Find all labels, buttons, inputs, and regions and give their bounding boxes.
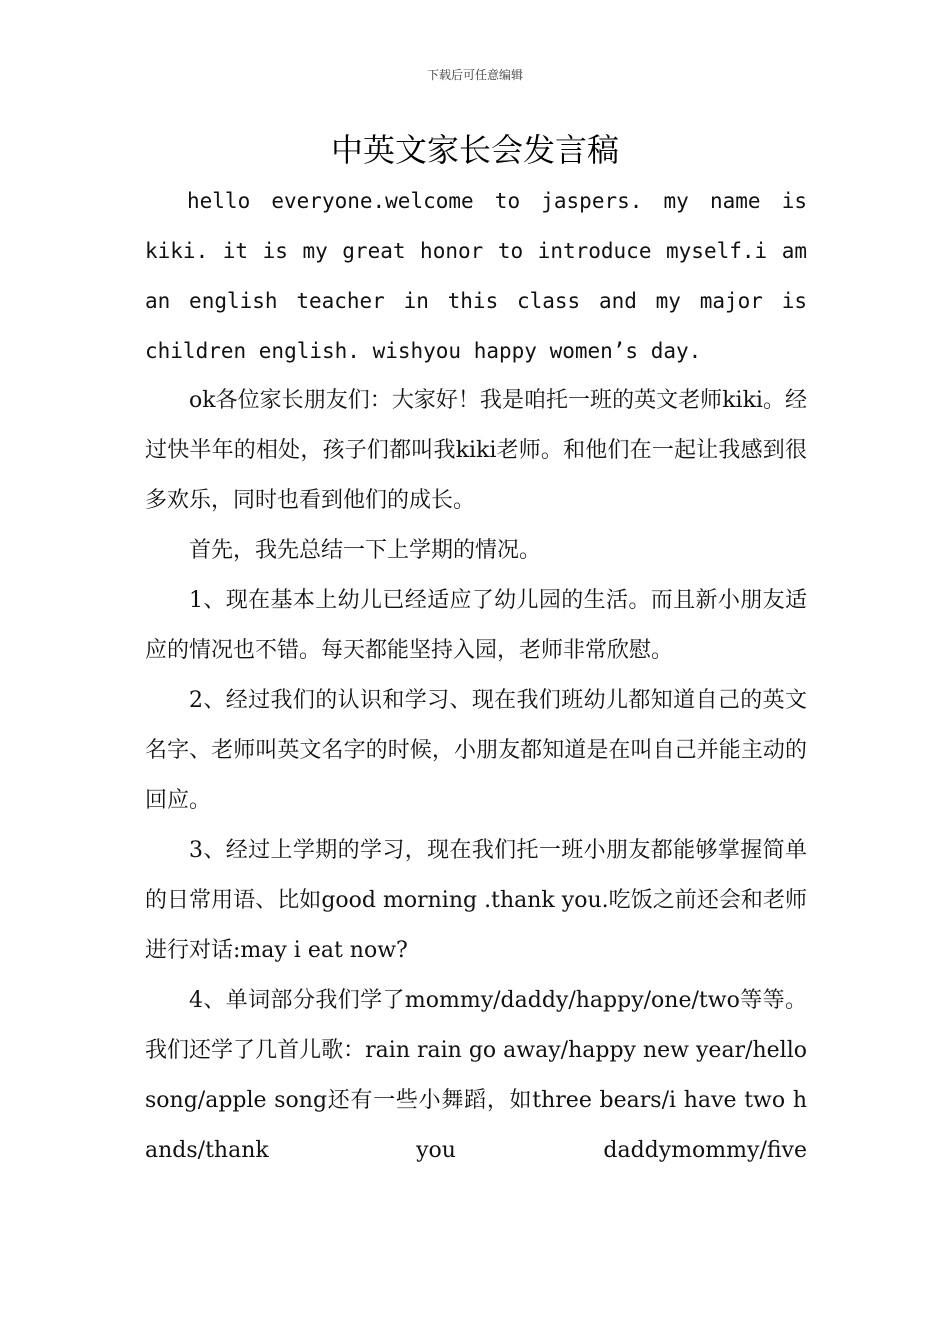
paragraph-summary-intro: 首先，我先总结一下上学期的情况。 [189,538,542,563]
paragraph-greeting: ok各位家长朋友们：大家好！我是咱托一班的英文老师kiki。经过快半年的相处，孩子们都叫我kiki老师。和他们在一起让我感到很多欢乐，同时也看到他们的成长。 [145,388,807,513]
paragraph-point-4: 4、单词部分我们学了mommy/daddy/happy/one/two等等。我们还学了几首儿歌：rain rain go away/happy new year/hello song/apple song还有一些小舞蹈，如three bears/i have two hands/thank you daddymommy/five [145,988,807,1163]
document-body [145,176,807,1176]
header-note: 下载后可任意编辑 [426,68,523,82]
paragraph-point-1: 1、现在基本上幼儿已经适应了幼儿园的生活。而且新小朋友适应的情况也不错。每天都能坚持入园，老师非常欣慰。 [145,588,807,663]
paragraph-point-2: 2、经过我们的认识和学习、现在我们班幼儿都知道自己的英文名字、老师叫英文名字的时候，小朋友都知道是在叫自己并能主动的回应。 [145,688,807,813]
paragraph-english-intro: hello everyone.welcome to jaspers. my name is kiki. it is my great honor to introduce myself.i am an english teacher in this class and my major is children english. wishyou happy women’s day. [145,189,807,363]
document-title: 中英文家长会发言稿 [330,131,619,169]
paragraph-point-3: 3、经过上学期的学习，现在我们托一班小朋友都能够掌握简单的日常用语、比如good morning .thank you.吃饭之前还会和老师进行对话:may i eat now? [145,838,807,963]
